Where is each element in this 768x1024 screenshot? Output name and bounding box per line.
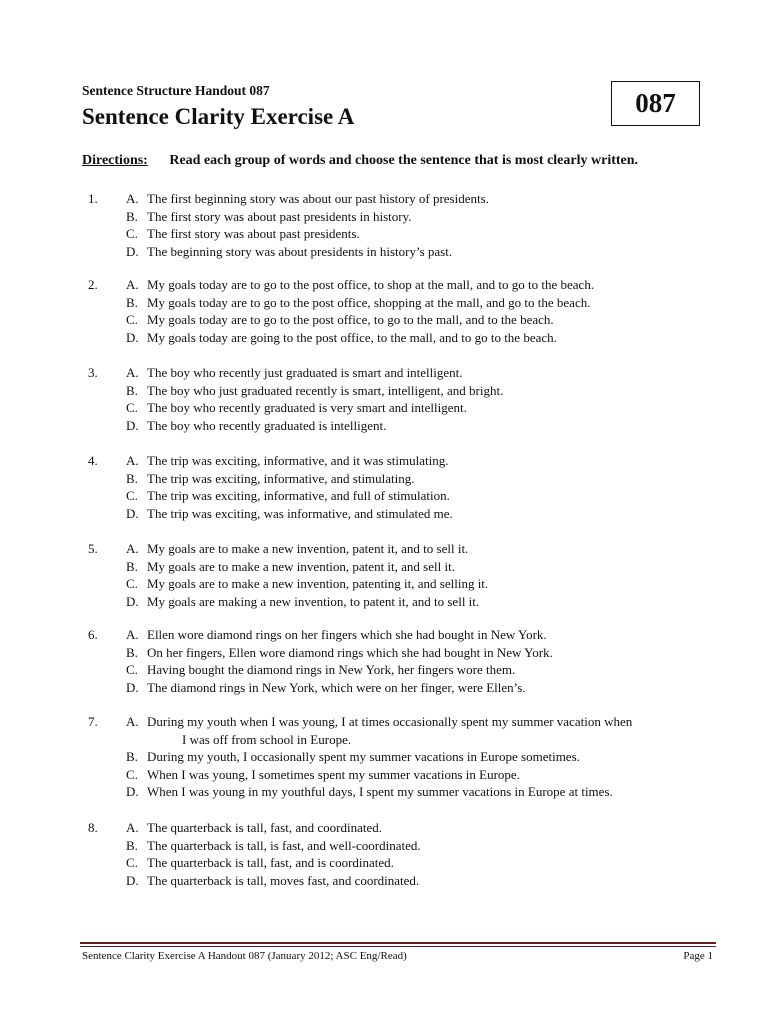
answer-option [126,819,382,837]
answer-option [126,243,452,261]
option-text: The boy who recently just graduated is smart and intelligent. [147,365,463,380]
footer-citation: Sentence Clarity Exercise A Handout 087 (January 2012; ASC Eng/Read) [82,950,407,962]
question-number: 3. [88,365,98,380]
answer-option [126,854,394,872]
option-text: The beginning story was about presidents in history’s past. [147,243,453,259]
option-text: My goals are making a new invention, to patent it, and to sell it. [147,593,480,609]
option-letter: A. [126,365,139,380]
option-text: During my youth, I occasionally spent my summer vacations in Europe sometimes. [147,749,580,764]
option-text: The first story was about past presidents. [147,226,360,241]
question-number: 8. [88,820,98,835]
answer-option [126,364,463,382]
answer-option [126,575,488,593]
option-letter: D. [126,417,139,433]
option-letter: B. [126,208,138,224]
option-text: The trip was exciting, informative, and it was stimulating. [147,453,449,468]
page-number: Page 1 [683,950,713,962]
answer-option [126,661,515,679]
option-text: My goals are to make a new invention, patenting it, and selling it. [147,576,489,591]
option-letter: B. [126,749,138,764]
option-text: The boy who recently graduated is very smart and intelligent. [147,400,467,415]
question-number: 2. [88,277,98,292]
option-text: On her fingers, Ellen wore diamond rings which she had bought in New York. [147,644,553,660]
question-number: 7. [88,714,98,729]
option-letter: D. [126,593,139,609]
option-letter: C. [126,855,138,870]
option-letter: B. [126,470,138,486]
option-text: When I was young in my youthful days, I spent my summer vacations in Europe at times. [147,784,613,799]
answer-option [126,208,412,226]
answer-option [126,593,479,611]
option-text: Ellen wore diamond rings on her fingers which she had bought in New York. [147,627,547,642]
option-text: The boy who recently graduated is intelligent. [147,417,387,433]
option-letter: A. [126,541,139,556]
option-text: My goals are to make a new invention, patent it, and to sell it. [147,541,469,556]
option-letter: A. [126,627,139,642]
answer-option [126,311,554,329]
answer-option [126,872,419,890]
option-text-continuation: I was off from school in Europe. [182,731,352,747]
page-title: Sentence Clarity Exercise A [82,104,355,129]
option-letter: C. [126,226,138,241]
answer-option [126,470,415,488]
option-letter: A. [126,714,139,729]
footer-rule [80,942,716,944]
option-text: The trip was exciting, informative, and full of stimulation. [147,488,450,503]
answer-option [126,487,450,505]
option-text: The diamond rings in New York, which were on her finger, were Ellen’s. [147,679,526,695]
option-letter: B. [126,382,138,398]
option-letter: A. [126,820,139,835]
option-letter: C. [126,400,138,415]
option-letter: C. [126,488,138,503]
footer-rule-thin [80,946,716,947]
answer-option [126,294,590,312]
answer-option [126,190,489,208]
answer-option [126,748,580,766]
answer-option [126,225,360,243]
handout-number-box: 087 [611,81,700,126]
option-text: Having bought the diamond rings in New York, her fingers wore them. [147,662,516,677]
option-text: When I was young, I sometimes spent my summer vacations in Europe. [147,766,520,782]
option-letter: D. [126,505,139,521]
option-letter: D. [126,784,139,799]
answer-option [126,644,553,662]
option-text: My goals today are to go to the post office, shopping at the mall, and go to the beach. [147,294,591,310]
option-text: During my youth when I was young, I at times occasionally spent my summer vacation when [147,714,633,729]
option-text: The quarterback is tall, is fast, and well-coordinated. [147,837,421,853]
directions-text: Read each group of words and choose the sentence that is most clearly written. [169,153,639,168]
option-letter: A. [126,277,139,292]
answer-option [126,837,421,855]
answer-option [126,558,455,576]
answer-option [126,505,453,523]
answer-option [126,382,503,400]
question-number: 4. [88,453,98,468]
answer-option [126,417,386,435]
option-text: The quarterback is tall, moves fast, and coordinated. [147,872,420,888]
answer-option [126,783,613,801]
option-letter: A. [126,191,139,206]
option-text: The quarterback is tall, fast, and coordinated. [147,820,382,835]
answer-option [126,679,526,697]
question-number: 5. [88,541,98,556]
option-text: My goals today are to go to the post office, to shop at the mall, and to go to the beach. [147,277,595,292]
option-letter: B. [126,644,138,660]
option-text: My goals today are going to the post office, to the mall, and to go to the beach. [147,329,557,345]
answer-option [126,399,467,417]
option-letter: C. [126,312,138,327]
option-letter: D. [126,329,139,345]
option-letter: D. [126,679,139,695]
answer-option [126,276,594,294]
option-letter: D. [126,872,139,888]
option-letter: D. [126,243,139,259]
answer-option [126,626,547,644]
directions-label: Directions: [82,153,148,168]
question-number: 6. [88,627,98,642]
answer-option [126,766,520,784]
option-text: The trip was exciting, informative, and stimulating. [147,470,415,486]
option-text: My goals today are to go to the post office, to go to the mall, and to the beach. [147,312,554,327]
option-text: My goals are to make a new invention, patent it, and sell it. [147,558,455,574]
option-letter: C. [126,766,138,782]
answer-option [126,540,468,558]
option-letter: B. [126,558,138,574]
option-letter: B. [126,294,138,310]
option-text: The first story was about past presidents in history. [147,208,412,224]
option-text: The first beginning story was about our past history of presidents. [147,191,489,206]
directions [82,153,638,169]
option-letter: C. [126,576,138,591]
question-number: 1. [88,191,98,206]
answer-option [126,452,448,470]
option-text: The trip was exciting, was informative, and stimulated me. [147,505,453,521]
option-text: The quarterback is tall, fast, and is coordinated. [147,855,394,870]
option-text: The boy who just graduated recently is smart, intelligent, and bright. [147,382,504,398]
option-letter: C. [126,662,138,677]
answer-option [126,713,632,748]
option-letter: A. [126,453,139,468]
answer-option [126,329,557,347]
handout-subtitle: Sentence Structure Handout 087 [82,83,270,98]
option-letter: B. [126,837,138,853]
